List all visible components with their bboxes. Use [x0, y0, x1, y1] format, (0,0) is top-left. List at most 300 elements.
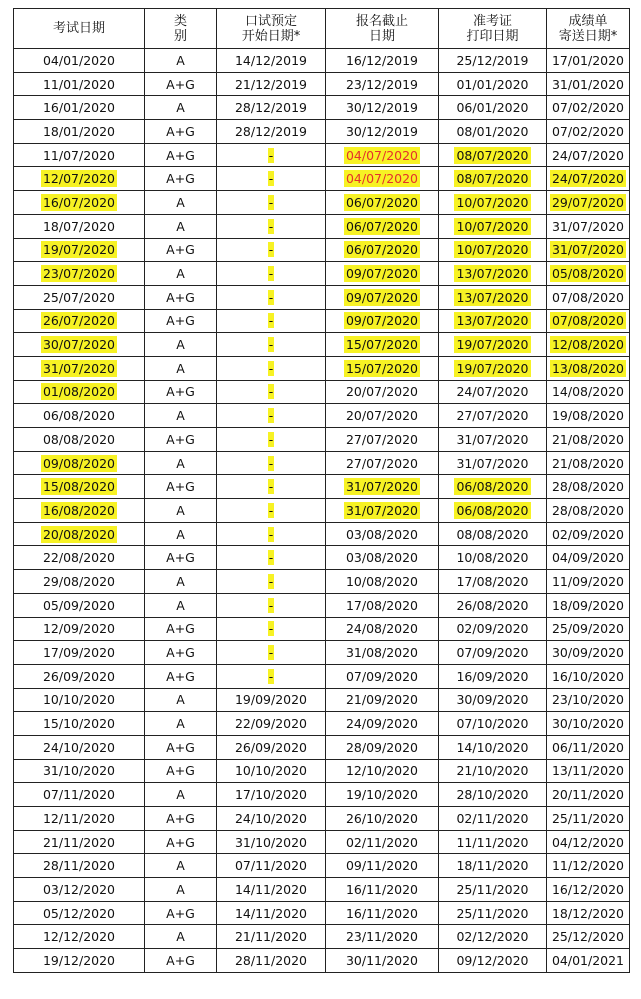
table-row: [14, 712, 630, 736]
table-row: [14, 807, 630, 831]
cell-registration-deadline: [326, 759, 439, 783]
header-exam-date: [14, 9, 145, 49]
cell-admission-print: [439, 949, 547, 973]
cell-category: [145, 499, 217, 523]
cell-value: 09/08/2020: [42, 455, 116, 471]
cell-result-mailing: [547, 262, 630, 286]
cell-category: [145, 333, 217, 357]
cell-value: 16/09/2020: [456, 668, 529, 684]
cell-value: 30/12/2019: [345, 100, 419, 116]
table-row: [14, 238, 630, 262]
cell-admission-print: [439, 783, 547, 807]
cell-category: [145, 712, 217, 736]
cell-value: 06/11/2020: [551, 739, 625, 755]
cell-result-mailing: [547, 380, 630, 404]
cell-oral-start: [217, 901, 326, 925]
cell-value: 29/07/2020: [551, 194, 625, 210]
cell-admission-print: [439, 333, 547, 357]
cell-value: A: [176, 194, 185, 210]
cell-value: 21/08/2020: [551, 431, 625, 447]
cell-oral-start: [217, 783, 326, 807]
cell-value: 03/12/2020: [42, 881, 116, 897]
cell-value: A+G: [166, 242, 195, 258]
cell-category: [145, 475, 217, 499]
cell-value: 24/07/2020: [551, 171, 625, 187]
cell-value: 04/07/2020: [345, 171, 419, 187]
cell-registration-deadline: [326, 901, 439, 925]
cell-value: 28/12/2019: [234, 100, 308, 116]
cell-exam-date: [14, 712, 145, 736]
cell-value: -: [268, 194, 274, 210]
cell-value: -: [268, 573, 274, 589]
cell-value: A+G: [166, 431, 195, 447]
cell-oral-start: [217, 72, 326, 96]
cell-value: 26/07/2020: [42, 313, 116, 329]
cell-value: -: [268, 597, 274, 613]
table-row: [14, 191, 630, 215]
cell-exam-date: [14, 333, 145, 357]
cell-value: 21/08/2020: [551, 455, 625, 471]
cell-registration-deadline: [326, 664, 439, 688]
cell-oral-start: [217, 617, 326, 641]
cell-result-mailing: [547, 949, 630, 973]
cell-admission-print: [439, 807, 547, 831]
cell-result-mailing: [547, 878, 630, 902]
cell-value: 31/07/2020: [345, 502, 419, 518]
cell-value: 17/08/2020: [456, 573, 529, 589]
cell-value: 16/11/2020: [345, 905, 419, 921]
cell-category: [145, 688, 217, 712]
cell-value: 17/09/2020: [42, 645, 116, 661]
header-registration-deadline: [326, 9, 439, 49]
table-row: [14, 783, 630, 807]
cell-value: 11/11/2020: [456, 834, 529, 850]
cell-value: -: [268, 242, 274, 258]
cell-result-mailing: [547, 285, 630, 309]
cell-value: 10/10/2020: [234, 763, 308, 779]
cell-result-mailing: [547, 688, 630, 712]
table-body: [14, 49, 630, 973]
cell-value: 09/07/2020: [345, 313, 419, 329]
cell-result-mailing: [547, 143, 630, 167]
cell-value: 31/10/2020: [42, 763, 116, 779]
cell-exam-date: [14, 238, 145, 262]
cell-oral-start: [217, 499, 326, 523]
cell-value: A: [176, 360, 185, 376]
cell-value: A: [176, 52, 185, 68]
cell-exam-date: [14, 72, 145, 96]
cell-value: 07/02/2020: [551, 123, 625, 139]
cell-value: 08/08/2020: [42, 431, 116, 447]
cell-category: [145, 238, 217, 262]
cell-value: 06/08/2020: [456, 479, 529, 495]
cell-value: 08/07/2020: [456, 147, 529, 163]
cell-value: 13/11/2020: [551, 763, 625, 779]
cell-exam-date: [14, 641, 145, 665]
cell-oral-start: [217, 688, 326, 712]
cell-oral-start: [217, 309, 326, 333]
cell-value: 22/08/2020: [42, 550, 116, 566]
cell-value: -: [268, 171, 274, 187]
table-row: [14, 49, 630, 73]
cell-value: 01/08/2020: [42, 384, 116, 400]
cell-value: 21/11/2020: [234, 929, 308, 945]
cell-admission-print: [439, 238, 547, 262]
cell-registration-deadline: [326, 688, 439, 712]
cell-value: 19/07/2020: [42, 242, 116, 258]
cell-value: 16/12/2020: [551, 881, 625, 897]
cell-value: 09/07/2020: [345, 289, 419, 305]
cell-exam-date: [14, 262, 145, 286]
cell-value: 11/07/2020: [42, 147, 116, 163]
cell-value: 16/10/2020: [551, 668, 625, 684]
cell-value: 14/11/2020: [234, 881, 308, 897]
cell-oral-start: [217, 333, 326, 357]
cell-value: 12/08/2020: [551, 337, 625, 353]
cell-admission-print: [439, 404, 547, 428]
cell-value: 23/11/2020: [345, 929, 419, 945]
cell-value: A: [176, 526, 185, 542]
cell-result-mailing: [547, 475, 630, 499]
cell-value: A: [176, 692, 185, 708]
cell-category: [145, 664, 217, 688]
cell-value: -: [268, 455, 274, 471]
table-row: [14, 688, 630, 712]
cell-value: A+G: [166, 171, 195, 187]
cell-admission-print: [439, 712, 547, 736]
cell-value: 20/07/2020: [345, 408, 419, 424]
cell-oral-start: [217, 380, 326, 404]
cell-result-mailing: [547, 72, 630, 96]
cell-exam-date: [14, 356, 145, 380]
cell-value: 19/09/2020: [234, 692, 308, 708]
cell-value: 26/09/2020: [42, 668, 116, 684]
header-admission-print: [439, 9, 547, 49]
cell-value: 26/10/2020: [345, 810, 419, 826]
cell-value: 18/11/2020: [456, 858, 529, 874]
cell-oral-start: [217, 191, 326, 215]
cell-value: -: [268, 360, 274, 376]
cell-value: -: [268, 289, 274, 305]
cell-value: 25/11/2020: [456, 881, 529, 897]
table-row: [14, 617, 630, 641]
cell-value: 27/07/2020: [345, 431, 419, 447]
cell-admission-print: [439, 285, 547, 309]
cell-value: 31/10/2020: [234, 834, 308, 850]
cell-registration-deadline: [326, 380, 439, 404]
cell-result-mailing: [547, 309, 630, 333]
cell-exam-date: [14, 522, 145, 546]
cell-category: [145, 783, 217, 807]
cell-result-mailing: [547, 499, 630, 523]
cell-value: 13/07/2020: [456, 313, 529, 329]
cell-category: [145, 759, 217, 783]
cell-value: -: [268, 431, 274, 447]
cell-registration-deadline: [326, 451, 439, 475]
cell-value: 16/01/2020: [42, 100, 116, 116]
cell-oral-start: [217, 807, 326, 831]
cell-value: A+G: [166, 147, 195, 163]
cell-result-mailing: [547, 854, 630, 878]
cell-value: 28/09/2020: [345, 739, 419, 755]
cell-category: [145, 380, 217, 404]
table-row: [14, 546, 630, 570]
cell-value: A: [176, 337, 185, 353]
cell-admission-print: [439, 546, 547, 570]
cell-value: 09/11/2020: [345, 858, 419, 874]
cell-value: 05/08/2020: [551, 266, 625, 282]
cell-registration-deadline: [326, 356, 439, 380]
header-line: 成绩单: [568, 13, 608, 29]
cell-category: [145, 878, 217, 902]
cell-exam-date: [14, 49, 145, 73]
cell-oral-start: [217, 878, 326, 902]
cell-value: 21/10/2020: [456, 763, 529, 779]
table-row: [14, 830, 630, 854]
cell-value: 10/07/2020: [456, 194, 529, 210]
cell-oral-start: [217, 949, 326, 973]
cell-value: 07/09/2020: [456, 645, 529, 661]
table-row: [14, 167, 630, 191]
cell-value: A: [176, 787, 185, 803]
cell-value: 10/07/2020: [456, 242, 529, 258]
cell-result-mailing: [547, 428, 630, 452]
cell-exam-date: [14, 404, 145, 428]
cell-value: 06/01/2020: [456, 100, 529, 116]
cell-value: A: [176, 881, 185, 897]
cell-admission-print: [439, 380, 547, 404]
cell-value: A+G: [166, 739, 195, 755]
cell-registration-deadline: [326, 878, 439, 902]
cell-category: [145, 593, 217, 617]
cell-result-mailing: [547, 356, 630, 380]
cell-value: 28/08/2020: [551, 502, 625, 518]
table-row: [14, 143, 630, 167]
cell-exam-date: [14, 499, 145, 523]
cell-result-mailing: [547, 617, 630, 641]
cell-oral-start: [217, 570, 326, 594]
cell-value: A+G: [166, 645, 195, 661]
cell-value: 28/11/2020: [42, 858, 116, 874]
cell-value: -: [268, 550, 274, 566]
cell-value: 19/10/2020: [345, 787, 419, 803]
cell-value: A: [176, 455, 185, 471]
cell-value: -: [268, 337, 274, 353]
table-row: [14, 641, 630, 665]
cell-value: 23/10/2020: [551, 692, 625, 708]
cell-value: 31/08/2020: [345, 645, 419, 661]
cell-registration-deadline: [326, 593, 439, 617]
cell-value: 10/08/2020: [456, 550, 529, 566]
cell-admission-print: [439, 830, 547, 854]
cell-value: 31/07/2020: [551, 242, 625, 258]
cell-value: -: [268, 218, 274, 234]
cell-value: 31/07/2020: [456, 455, 529, 471]
cell-registration-deadline: [326, 262, 439, 286]
cell-value: 29/08/2020: [42, 573, 116, 589]
cell-value: A: [176, 597, 185, 613]
table-row: [14, 570, 630, 594]
table-row: [14, 380, 630, 404]
table-row: [14, 735, 630, 759]
cell-exam-date: [14, 807, 145, 831]
cell-result-mailing: [547, 570, 630, 594]
cell-value: 15/08/2020: [42, 479, 116, 495]
cell-result-mailing: [547, 451, 630, 475]
exam-schedule-table: [13, 8, 630, 973]
cell-oral-start: [217, 664, 326, 688]
cell-value: -: [268, 408, 274, 424]
cell-oral-start: [217, 759, 326, 783]
cell-registration-deadline: [326, 949, 439, 973]
cell-result-mailing: [547, 759, 630, 783]
cell-admission-print: [439, 593, 547, 617]
cell-category: [145, 735, 217, 759]
cell-result-mailing: [547, 735, 630, 759]
cell-registration-deadline: [326, 925, 439, 949]
cell-registration-deadline: [326, 285, 439, 309]
cell-admission-print: [439, 262, 547, 286]
cell-result-mailing: [547, 593, 630, 617]
table-row: [14, 854, 630, 878]
cell-value: 30/12/2019: [345, 123, 419, 139]
cell-value: A+G: [166, 550, 195, 566]
cell-value: 24/10/2020: [42, 739, 116, 755]
cell-result-mailing: [547, 783, 630, 807]
cell-value: 02/09/2020: [456, 621, 529, 637]
cell-result-mailing: [547, 712, 630, 736]
cell-oral-start: [217, 925, 326, 949]
cell-result-mailing: [547, 214, 630, 238]
cell-oral-start: [217, 49, 326, 73]
cell-value: 08/01/2020: [456, 123, 529, 139]
cell-value: 21/12/2019: [234, 76, 308, 92]
cell-oral-start: [217, 451, 326, 475]
cell-exam-date: [14, 451, 145, 475]
cell-registration-deadline: [326, 735, 439, 759]
cell-result-mailing: [547, 901, 630, 925]
cell-value: 28/10/2020: [456, 787, 529, 803]
cell-admission-print: [439, 522, 547, 546]
cell-value: 07/11/2020: [234, 858, 308, 874]
cell-category: [145, 191, 217, 215]
cell-admission-print: [439, 735, 547, 759]
table-row: [14, 214, 630, 238]
cell-value: 13/08/2020: [551, 360, 625, 376]
cell-value: A+G: [166, 384, 195, 400]
cell-value: 24/08/2020: [345, 621, 419, 637]
cell-registration-deadline: [326, 49, 439, 73]
cell-value: 13/07/2020: [456, 289, 529, 305]
cell-value: 11/12/2020: [551, 858, 625, 874]
cell-admission-print: [439, 641, 547, 665]
cell-value: A+G: [166, 621, 195, 637]
cell-result-mailing: [547, 238, 630, 262]
cell-value: 15/10/2020: [42, 716, 116, 732]
cell-value: 10/07/2020: [456, 218, 529, 234]
table-row: [14, 309, 630, 333]
cell-registration-deadline: [326, 214, 439, 238]
cell-registration-deadline: [326, 167, 439, 191]
cell-result-mailing: [547, 120, 630, 144]
cell-value: 15/07/2020: [345, 360, 419, 376]
cell-registration-deadline: [326, 712, 439, 736]
cell-exam-date: [14, 120, 145, 144]
cell-value: 14/11/2020: [234, 905, 308, 921]
cell-category: [145, 143, 217, 167]
cell-value: 21/11/2020: [42, 834, 116, 850]
cell-oral-start: [217, 428, 326, 452]
cell-value: 04/01/2020: [42, 52, 116, 68]
cell-value: 07/02/2020: [551, 100, 625, 116]
cell-value: A+G: [166, 289, 195, 305]
cell-value: 16/11/2020: [345, 881, 419, 897]
cell-value: 16/07/2020: [42, 194, 116, 210]
cell-admission-print: [439, 925, 547, 949]
cell-admission-print: [439, 309, 547, 333]
cell-value: 06/07/2020: [345, 194, 419, 210]
cell-value: 11/09/2020: [551, 573, 625, 589]
cell-category: [145, 428, 217, 452]
cell-category: [145, 214, 217, 238]
cell-exam-date: [14, 735, 145, 759]
cell-admission-print: [439, 72, 547, 96]
cell-value: 27/07/2020: [456, 408, 529, 424]
cell-value: -: [268, 313, 274, 329]
cell-value: A: [176, 100, 185, 116]
cell-value: 26/08/2020: [456, 597, 529, 613]
cell-value: A: [176, 716, 185, 732]
cell-admission-print: [439, 475, 547, 499]
cell-admission-print: [439, 451, 547, 475]
cell-value: 28/12/2019: [234, 123, 308, 139]
cell-exam-date: [14, 546, 145, 570]
cell-category: [145, 285, 217, 309]
cell-oral-start: [217, 143, 326, 167]
cell-exam-date: [14, 901, 145, 925]
table-row: [14, 285, 630, 309]
cell-value: A: [176, 502, 185, 518]
cell-category: [145, 546, 217, 570]
cell-oral-start: [217, 641, 326, 665]
header-category: [145, 9, 217, 49]
cell-registration-deadline: [326, 830, 439, 854]
cell-value: 26/09/2020: [234, 739, 308, 755]
cell-admission-print: [439, 356, 547, 380]
table-row: [14, 522, 630, 546]
cell-category: [145, 617, 217, 641]
schedule-table-wrapper: [13, 8, 629, 973]
cell-value: 02/09/2020: [551, 526, 625, 542]
cell-value: 01/01/2020: [456, 76, 529, 92]
cell-exam-date: [14, 214, 145, 238]
cell-value: A+G: [166, 905, 195, 921]
cell-value: 06/08/2020: [42, 408, 116, 424]
cell-value: 02/11/2020: [456, 810, 529, 826]
cell-value: 12/11/2020: [42, 810, 116, 826]
cell-value: 24/07/2020: [456, 384, 529, 400]
cell-registration-deadline: [326, 191, 439, 215]
cell-category: [145, 96, 217, 120]
cell-value: 07/09/2020: [345, 668, 419, 684]
cell-value: 04/12/2020: [551, 834, 625, 850]
cell-value: -: [268, 668, 274, 684]
cell-value: 23/07/2020: [42, 266, 116, 282]
cell-result-mailing: [547, 522, 630, 546]
cell-category: [145, 356, 217, 380]
cell-value: 11/01/2020: [42, 76, 116, 92]
cell-oral-start: [217, 356, 326, 380]
